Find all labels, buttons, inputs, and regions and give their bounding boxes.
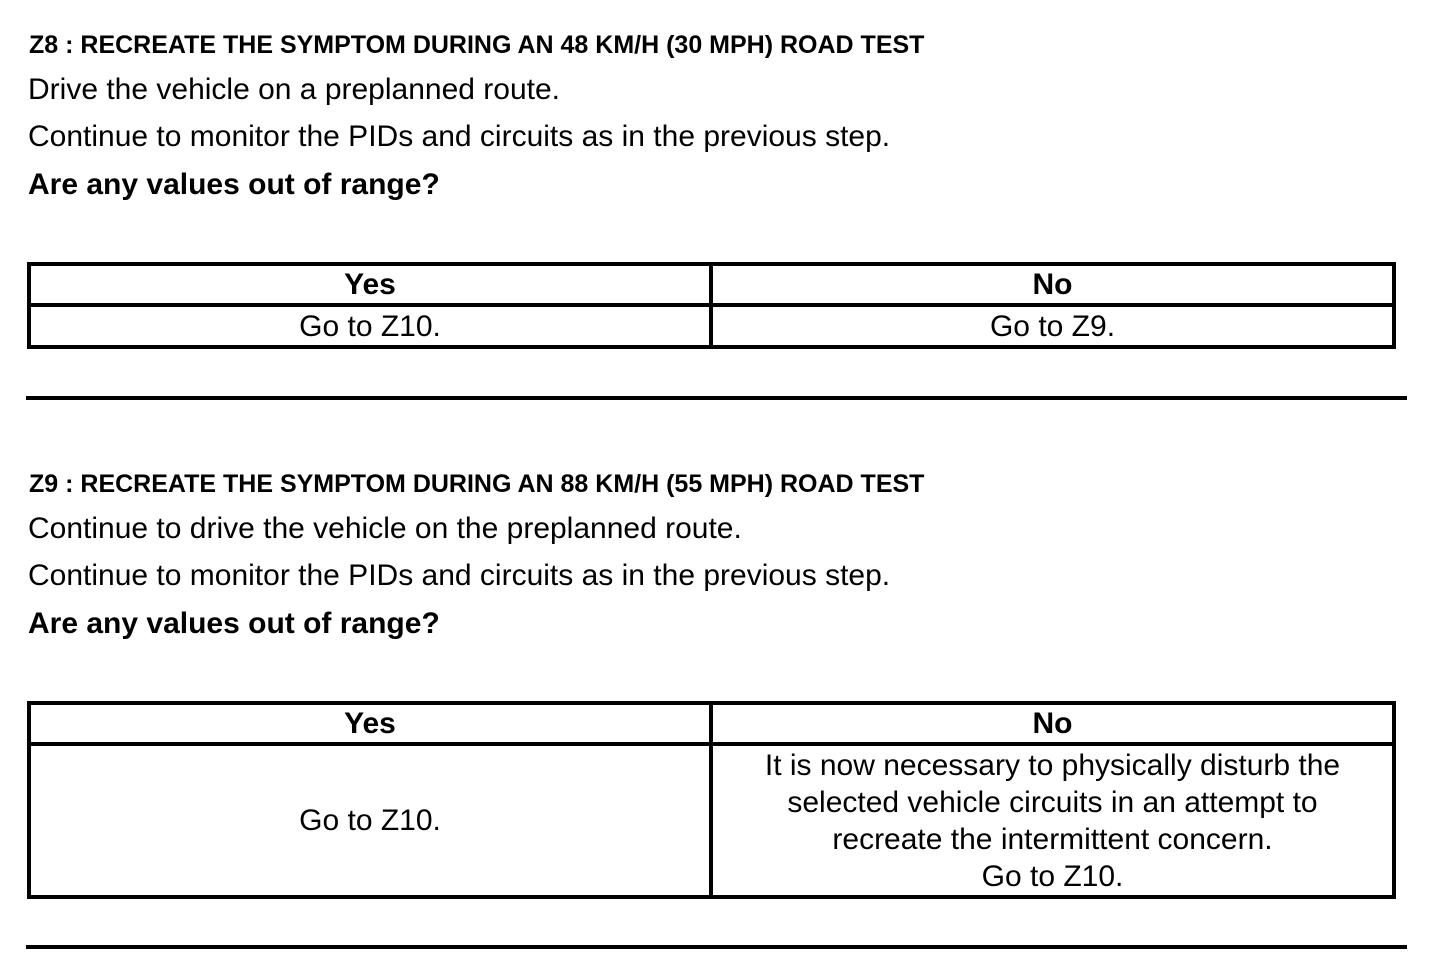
no-action-line: Go to Z9. [989,309,1116,343]
table-row [29,305,1394,347]
step-z8-title: Z8 : RECREATE THE SYMPTOM DURING AN 48 KM/H (30 MPH) ROAD TEST [29,31,925,59]
step-z8-instruction-1: Drive the vehicle on a preplanned route. [28,73,561,106]
step-z9-instruction-2: Continue to monitor the PIDs and circuits as in the previous step. [28,559,891,592]
table-row [29,744,1394,897]
yes-action: Go to Z10. [29,744,711,897]
no-action [711,305,1394,347]
table-header-row [29,703,1394,744]
yes-header: Yes [29,264,711,305]
no-action-line: selected vehicle circuits in an attempt to [787,785,1318,819]
step-z8-result-table [27,262,1396,349]
no-action-line: recreate the intermittent concern. [832,822,1273,856]
no-header: No [711,703,1394,744]
step-z8-instruction-2: Continue to monitor the PIDs and circuits as in the previous step. [28,120,891,153]
section-divider [26,945,1407,949]
step-z9-question: Are any values out of range? [28,607,440,640]
step-z9-title: Z9 : RECREATE THE SYMPTOM DURING AN 88 KM/H (55 MPH) ROAD TEST [29,470,925,498]
no-header: No [711,264,1394,305]
yes-action: Go to Z10. [29,305,711,347]
step-z9-instruction-1: Continue to drive the vehicle on the preplanned route. [28,512,742,545]
no-action-line: Go to Z10. [981,859,1124,893]
no-action [711,744,1394,897]
step-z8-question: Are any values out of range? [28,168,440,201]
section-divider [26,396,1407,400]
step-z9-result-table [27,701,1396,899]
yes-header: Yes [29,703,711,744]
no-action-line: It is now necessary to physically disturb the [764,748,1341,782]
table-header-row [29,264,1394,305]
